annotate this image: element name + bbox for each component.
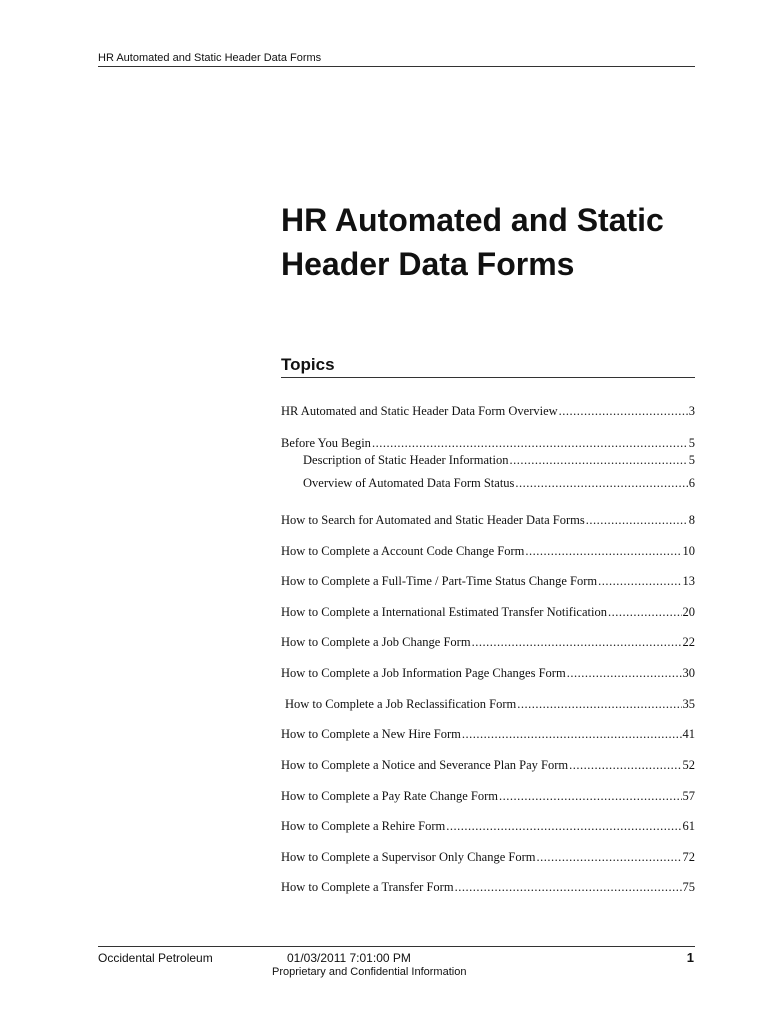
document-title xyxy=(281,198,701,286)
toc-entry[interactable]: HR Automated and Static Header Data Form Overview ..... 3 xyxy=(281,404,695,422)
topics-heading: Topics xyxy=(281,355,695,378)
footer-confidential: Proprietary and Confidential Information xyxy=(272,966,467,978)
toc-entry[interactable]: How to Complete a Job Change Form ..... 22 xyxy=(281,635,695,653)
document-title-line-2: Header Data Forms xyxy=(281,246,575,282)
toc-entry[interactable]: How to Complete a Pay Rate Change Form ..... 57 xyxy=(281,789,695,807)
footer-company: Occidental Petroleum xyxy=(98,951,213,965)
document-title-line-1: HR Automated and Static xyxy=(281,202,664,238)
toc-subentry[interactable]: Description of Static Header Information ..... 5 xyxy=(303,453,695,471)
page-number: 1 xyxy=(686,950,694,965)
toc-entry[interactable]: Before You Begin ..... 5 xyxy=(281,436,695,454)
toc-entry[interactable]: How to Complete a New Hire Form ..... 41 xyxy=(281,727,695,745)
toc-entry[interactable]: How to Complete a Job Reclassification Form ..... 35 xyxy=(285,697,695,715)
toc-entry[interactable]: How to Complete a Notice and Severance Plan Pay Form ..... 52 xyxy=(281,758,695,776)
toc-entry[interactable]: How to Complete a Account Code Change Form ..... 10 xyxy=(281,544,695,562)
toc-entry[interactable]: How to Complete a Rehire Form ..... 61 xyxy=(281,819,695,837)
running-header: HR Automated and Static Header Data Forms xyxy=(98,52,695,67)
footer-divider xyxy=(98,946,695,947)
toc-entry[interactable]: How to Complete a International Estimated Transfer Notification ..... 20 xyxy=(281,605,695,623)
toc-subentry[interactable]: Overview of Automated Data Form Status ..... 6 xyxy=(303,476,695,494)
toc-entry[interactable]: How to Complete a Transfer Form ..... 75 xyxy=(281,880,695,898)
toc-entry[interactable]: How to Complete a Job Information Page Changes Form ..... 30 xyxy=(281,666,695,684)
toc-entry[interactable]: How to Complete a Full-Time / Part-Time Status Change Form ..... 13 xyxy=(281,574,695,592)
toc-entry[interactable]: How to Search for Automated and Static Header Data Forms ..... 8 xyxy=(281,513,695,531)
toc-entry[interactable]: How to Complete a Supervisor Only Change Form ..... 72 xyxy=(281,850,695,868)
footer-datetime: 01/03/2011 7:01:00 PM xyxy=(287,951,411,965)
